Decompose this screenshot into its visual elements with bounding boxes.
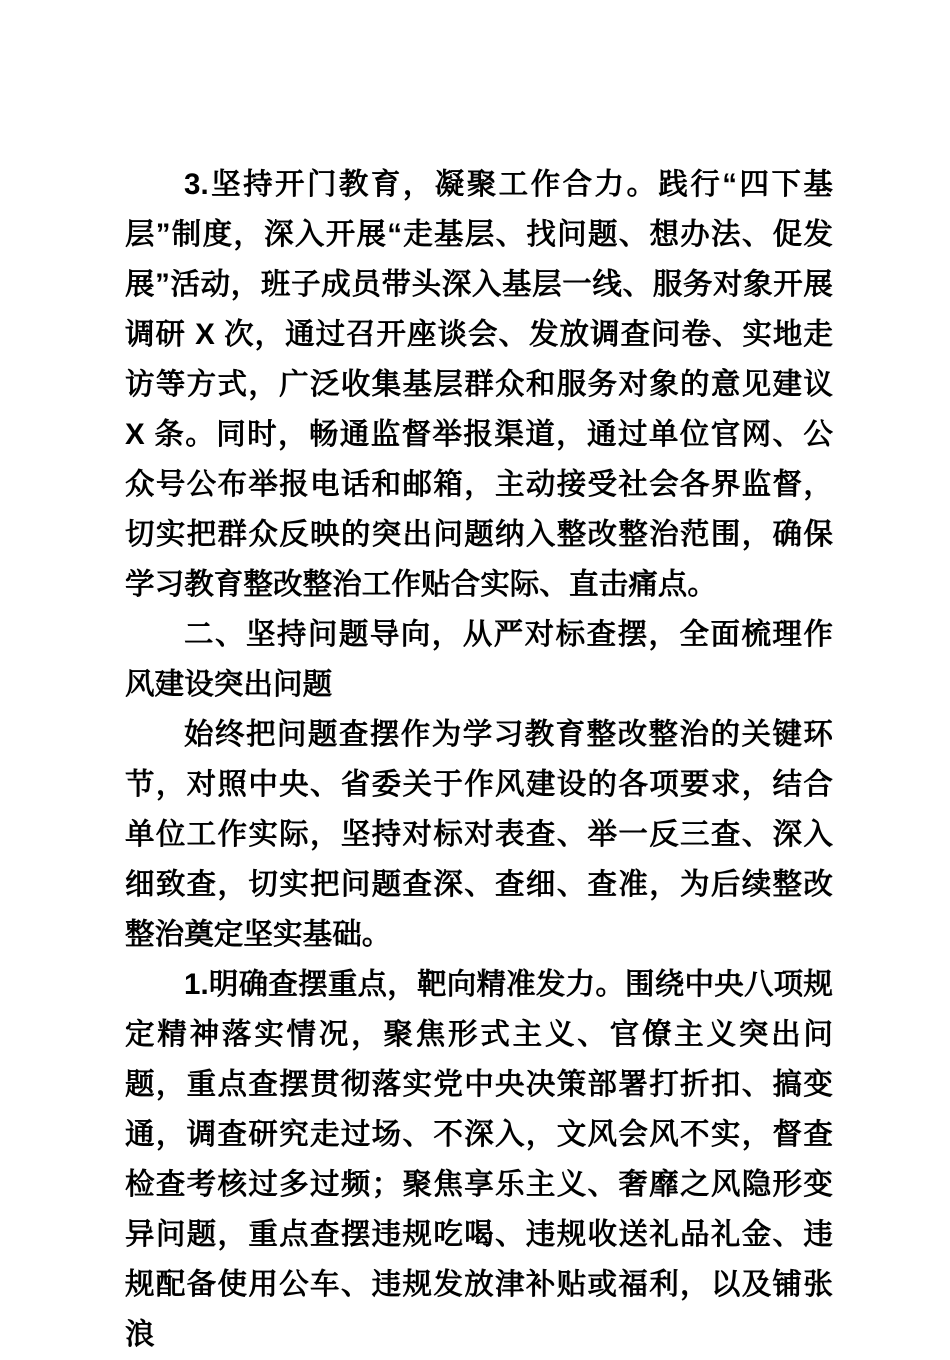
- document-text-body: [125, 160, 833, 1360]
- paragraph-section-2-item-1: 1.明确查摆重点，靶向精准发力。围绕中央八项规定精神落实情况，聚焦形式主义、官僚主义突出问题，重点查摆贯彻落实党中央决策部署打折扣、搞变通，调查研究走过场、不深入，文风会风不实，督查检查考核过多过频；聚焦享乐主义、奢靡之风隐形变异问题，重点查摆违规吃喝、违规收送礼品礼金、违规配备使用公车、违规发放津补贴或福利，以及铺张浪: [125, 968, 833, 1351]
- paragraph-section-1-item-3: 3.坚持开门教育，凝聚工作合力。践行“四下基层”制度，深入开展“走基层、找问题、想办法、促发展”活动，班子成员带头深入基层一线、服务对象开展调研 X 次，通过召开座谈会、发放调查问卷、实地走访等方式，广泛收集基层群众和服务对象的意见建议 X 条。同时，畅通监督举报渠道，通过单位官网、公众号公布举报电话和邮箱，主动接受社会各界监督，切实把群众反映的突出问题纳入整改整治范围，确保学习教育整改整治工作贴合实际、直击痛点。: [125, 168, 833, 601]
- paragraph-section-2-lead: 始终把问题查摆作为学习教育整改整治的关键环节，对照中央、省委关于作风建设的各项要求，结合单位工作实际，坚持对标对表查、举一反三查、深入细致查，切实把问题查深、查细、查准，为后续整改整治奠定坚实基础。: [125, 718, 833, 951]
- heading-section-2: 二、坚持问题导向，从严对标查摆，全面梳理作风建设突出问题: [125, 618, 833, 701]
